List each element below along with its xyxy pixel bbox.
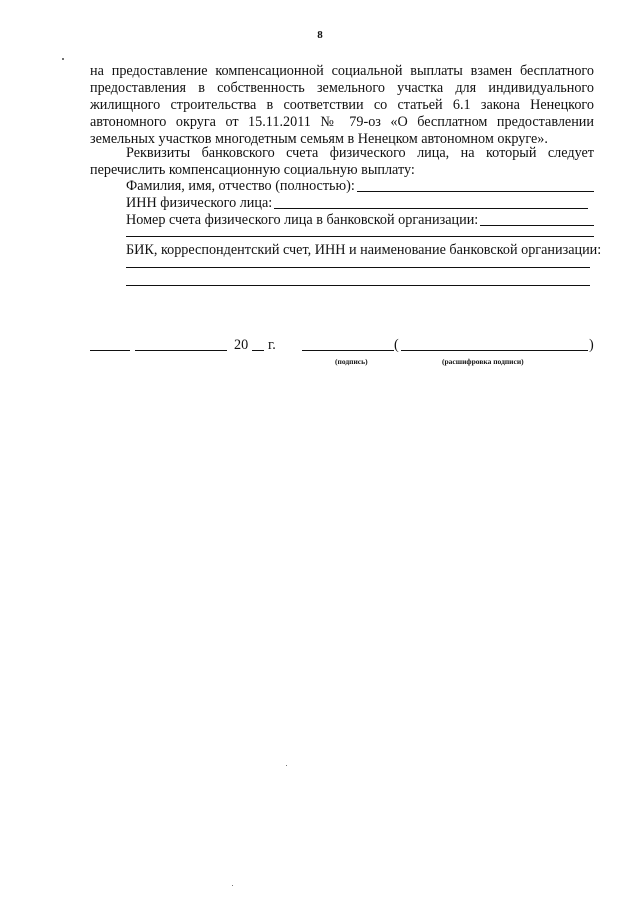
year-prefix: 20	[234, 337, 249, 353]
decoding-close-paren: )	[589, 337, 594, 353]
signature-block	[90, 339, 596, 369]
signature-caption: (подпись)	[335, 357, 368, 366]
decoding-open-paren: (	[394, 337, 399, 353]
signature-blank[interactable]	[302, 350, 394, 351]
page-number: 8	[317, 29, 323, 41]
application-text-continued: на предоставление компенсационной социальной выплаты взамен бесплатного предоставления в собственность земельного участка для индивидуального жилищного строительства в соответствии со статьей 6.1 закона Ненецкого автономного округа от 15.11.2011 № 79-оз «О бесплатном предоставлении земельных участков многодетным семьям в Ненецком автономном округе».	[90, 63, 594, 147]
fio-blank-line[interactable]	[357, 179, 594, 192]
bank-details-blank-line-2[interactable]	[126, 285, 590, 286]
decoding-blank[interactable]	[401, 350, 588, 351]
fio-field[interactable]	[126, 178, 594, 195]
fio-label: Фамилия, имя, отчество (полностью):	[126, 178, 355, 194]
decoding-caption: (расшифровка подписи)	[442, 357, 524, 366]
account-field[interactable]	[126, 212, 594, 229]
inn-field[interactable]	[126, 195, 588, 212]
inn-blank-line[interactable]	[274, 196, 588, 209]
account-blank-line-2[interactable]	[126, 236, 594, 237]
day-blank[interactable]	[90, 350, 130, 351]
year-suffix: г.	[268, 337, 276, 353]
inn-label: ИНН физического лица:	[126, 195, 273, 211]
scan-speck	[232, 885, 233, 886]
scan-speck	[286, 765, 287, 766]
account-blank-line[interactable]	[480, 213, 594, 226]
bank-details-intro: Реквизиты банковского счета физического лица, на который следует перечислить компенсационную социальную выплату:	[90, 145, 594, 178]
bik-field	[126, 242, 602, 259]
bik-label: БИК, корреспондентский счет, ИНН и наименование банковской организации:	[126, 242, 602, 258]
bank-details-blank-line-1[interactable]	[126, 267, 590, 268]
scan-speck	[62, 58, 64, 60]
year-blank[interactable]	[252, 350, 264, 351]
account-label: Номер счета физического лица в банковской организации:	[126, 212, 479, 228]
month-blank[interactable]	[135, 350, 227, 351]
